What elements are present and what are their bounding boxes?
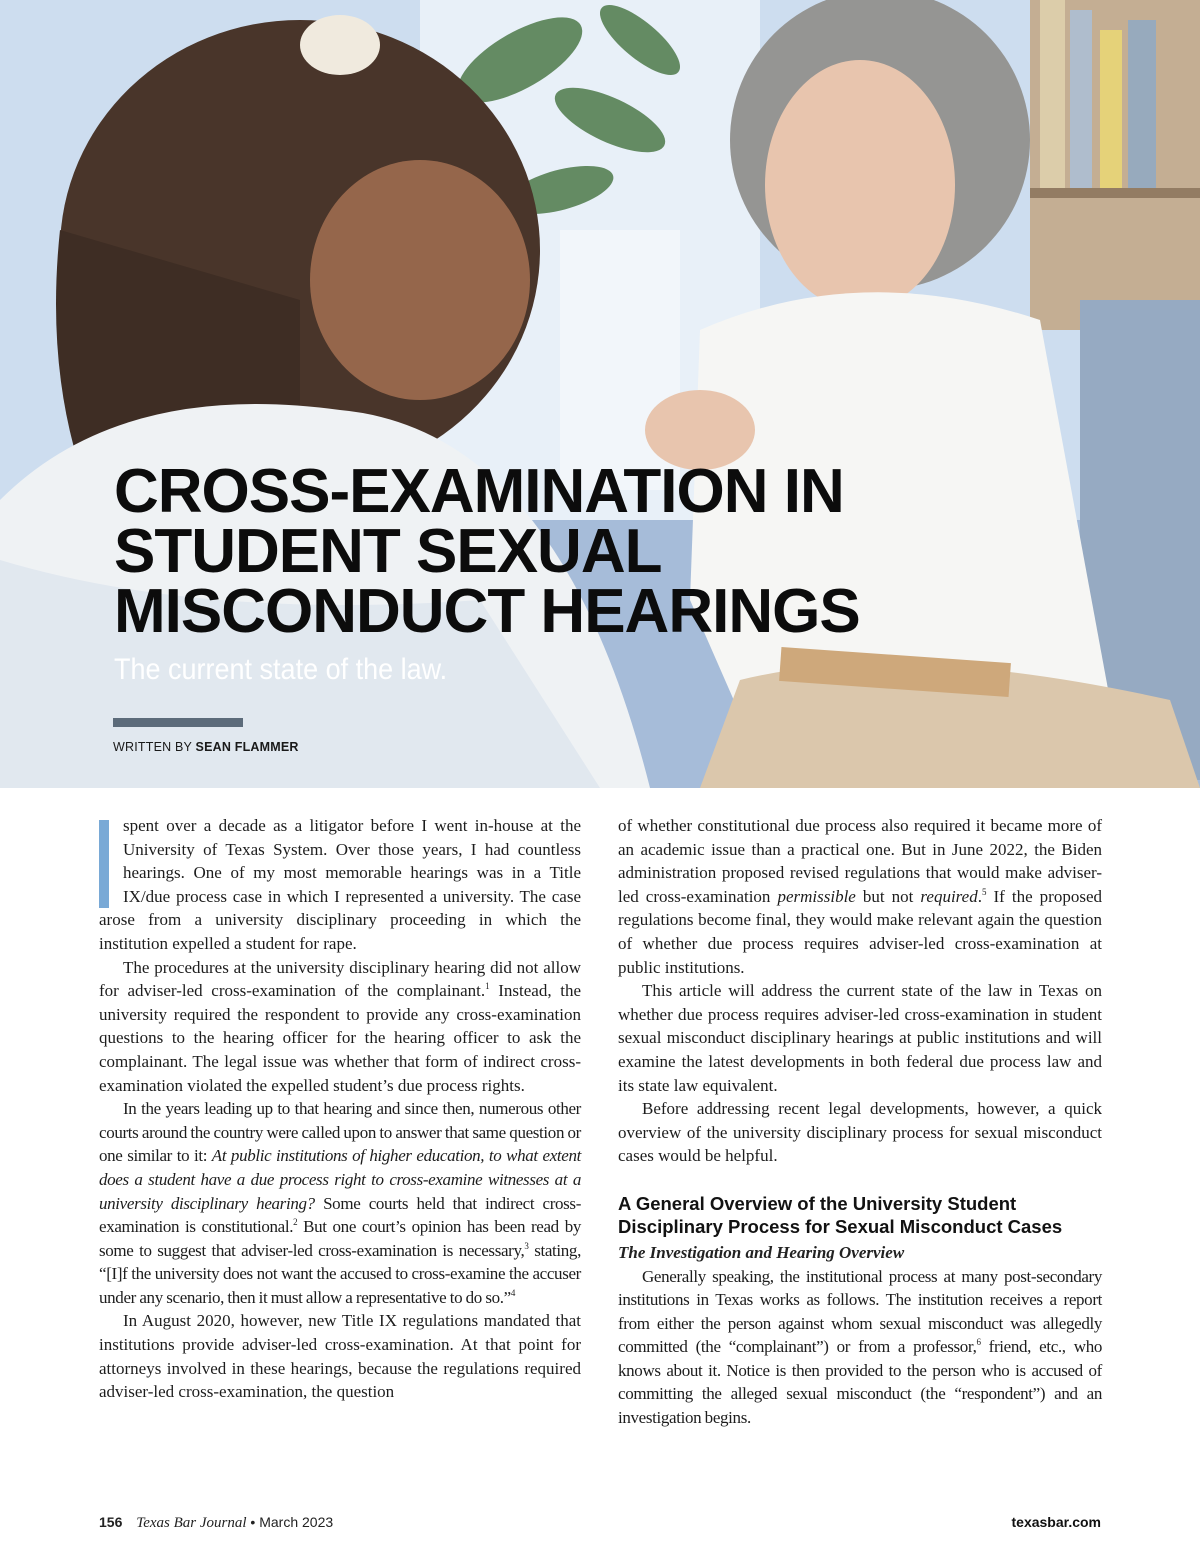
paragraph-text: If the proposed regulations become final, they would make relevant again the question of whether due process requires adviser-led cross-examination at public institutions.: [618, 886, 1102, 977]
paragraph-text: The procedures at the university disciplinary hearing did not allow for adviser-led cross-examination of the complainant.: [99, 957, 581, 1001]
article-paragraph: [99, 1097, 581, 1309]
title-line: MISCONDUCT HEARINGS: [114, 577, 860, 646]
footnote-ref: 1: [485, 981, 490, 992]
paragraph-text: Some courts held that indirect cross-examination is constitutional.: [99, 1193, 581, 1237]
paragraph-text: .: [977, 886, 982, 906]
footnote-ref: 3: [524, 1240, 529, 1251]
paragraph-text: friend, etc., who knows about it. Notice is then provided to the person who is accused of committing the alleged sexual misconduct (the “respondent”) and an investigation begins.: [618, 1337, 1102, 1428]
article-paragraph: [99, 814, 581, 956]
article-subtitle: The current state of the law.: [114, 653, 448, 686]
section-heading: A General Overview of the University Student Disciplinary Process for Sexual Misconduct Cases: [618, 1192, 1063, 1237]
byline: [113, 740, 299, 754]
italic-question: At public institutions of higher education, to what extent does a student have a due process right to cross-examine witnesses at a university disciplinary hearing?: [99, 1146, 581, 1213]
article-paragraph: [99, 956, 581, 1098]
article-column-right: [618, 814, 1102, 1430]
paragraph-text: Generally speaking, the institutional process at many post-secondary institutions in Texas works as follows. The institution receives a report from either the person against whom sexual misconduct was allegedly committed (the “complainant”) or from a professor,: [618, 1266, 1102, 1357]
paragraph-text: but not: [855, 886, 921, 906]
publication-name: Texas Bar Journal: [136, 1515, 247, 1531]
paragraph-text: of whether constitutional due process also required it became more of an academic issue than a practical one. But in June 2022, the Biden administration proposed revised regulations that would make adviser-led cross-examination: [618, 816, 1102, 906]
paragraph-text: In August 2020, however, new Title IX regulations mandated that institutions provide adviser-led cross-examination. At that point for attorneys involved in these hearings, because the regulations required adviser-led cross-examination, the question: [99, 1311, 581, 1402]
author-name: SEAN FLAMMER: [195, 740, 299, 754]
issue-date: March 2023: [259, 1514, 334, 1530]
footnote-ref: 6: [976, 1337, 981, 1348]
article-column-left: [99, 814, 581, 1404]
article-paragraph: [618, 1265, 1102, 1430]
drop-cap-bar: [99, 820, 109, 908]
paragraph-text: stating, “[I]f the university does not want the accused to cross-examine the accuser under any scenario, then it must allow a representative to do so.”: [99, 1240, 581, 1307]
italic-word: permissible: [777, 886, 856, 906]
paragraph-text: spent over a decade as a litigator before I went in-house at the University of Texas System. Over those years, I had countless hearings. One of my most memorable hearings was in a Title IX/due process case in which I represented a university. The case arose from a university disciplinary proceeding in which the institution expelled a student for rape.: [99, 816, 581, 953]
article-paragraph: [618, 814, 1102, 979]
footnote-ref: 2: [293, 1217, 298, 1228]
footnote-ref: 5: [981, 886, 987, 897]
paragraph-text: But one court’s opinion has been read by some to suggest that adviser-led cross-examination is necessary,: [99, 1217, 581, 1260]
page-number: 156: [99, 1514, 123, 1530]
subsection-heading: The Investigation and Hearing Overview: [618, 1242, 905, 1262]
page-footer-left: [99, 1514, 333, 1532]
article-paragraph: [618, 979, 1102, 1097]
footnote-ref: 4: [510, 1287, 516, 1298]
article-paragraph: [618, 1097, 1102, 1168]
paragraph-text: Before addressing recent legal developments, however, a quick overview of the university disciplinary process for sexual misconduct cases would be helpful.: [618, 1099, 1102, 1166]
title-line: STUDENT SEXUAL: [114, 517, 662, 586]
footer-separator: •: [250, 1514, 256, 1530]
paragraph-text: This article will address the current state of the law in Texas on whether due process requires adviser-led cross-examination in student sexual misconduct disciplinary hearings at public institutions and will examine the latest developments in both federal due process law and its state law equivalent.: [618, 981, 1102, 1095]
title-line: CROSS-EXAMINATION IN: [114, 457, 844, 526]
article-paragraph: [99, 1309, 581, 1403]
paragraph-text: Instead, the university required the respondent to provide any cross-examination questions to the hearing officer for the hearing officer to ask the complainant. The legal issue was whether that form of indirect cross-examination violated the expelled student’s due process rights.: [99, 981, 582, 1095]
italic-word: required: [920, 886, 978, 906]
website-link[interactable]: texasbar.com: [1011, 1514, 1101, 1530]
byline-prefix: WRITTEN BY: [113, 740, 192, 754]
paragraph-text: In the years leading up to that hearing and since then, numerous other courts around the country were called upon to answer that same question or one similar to it:: [99, 1099, 581, 1166]
article-title: [114, 457, 1014, 646]
title-rule: [113, 718, 243, 727]
